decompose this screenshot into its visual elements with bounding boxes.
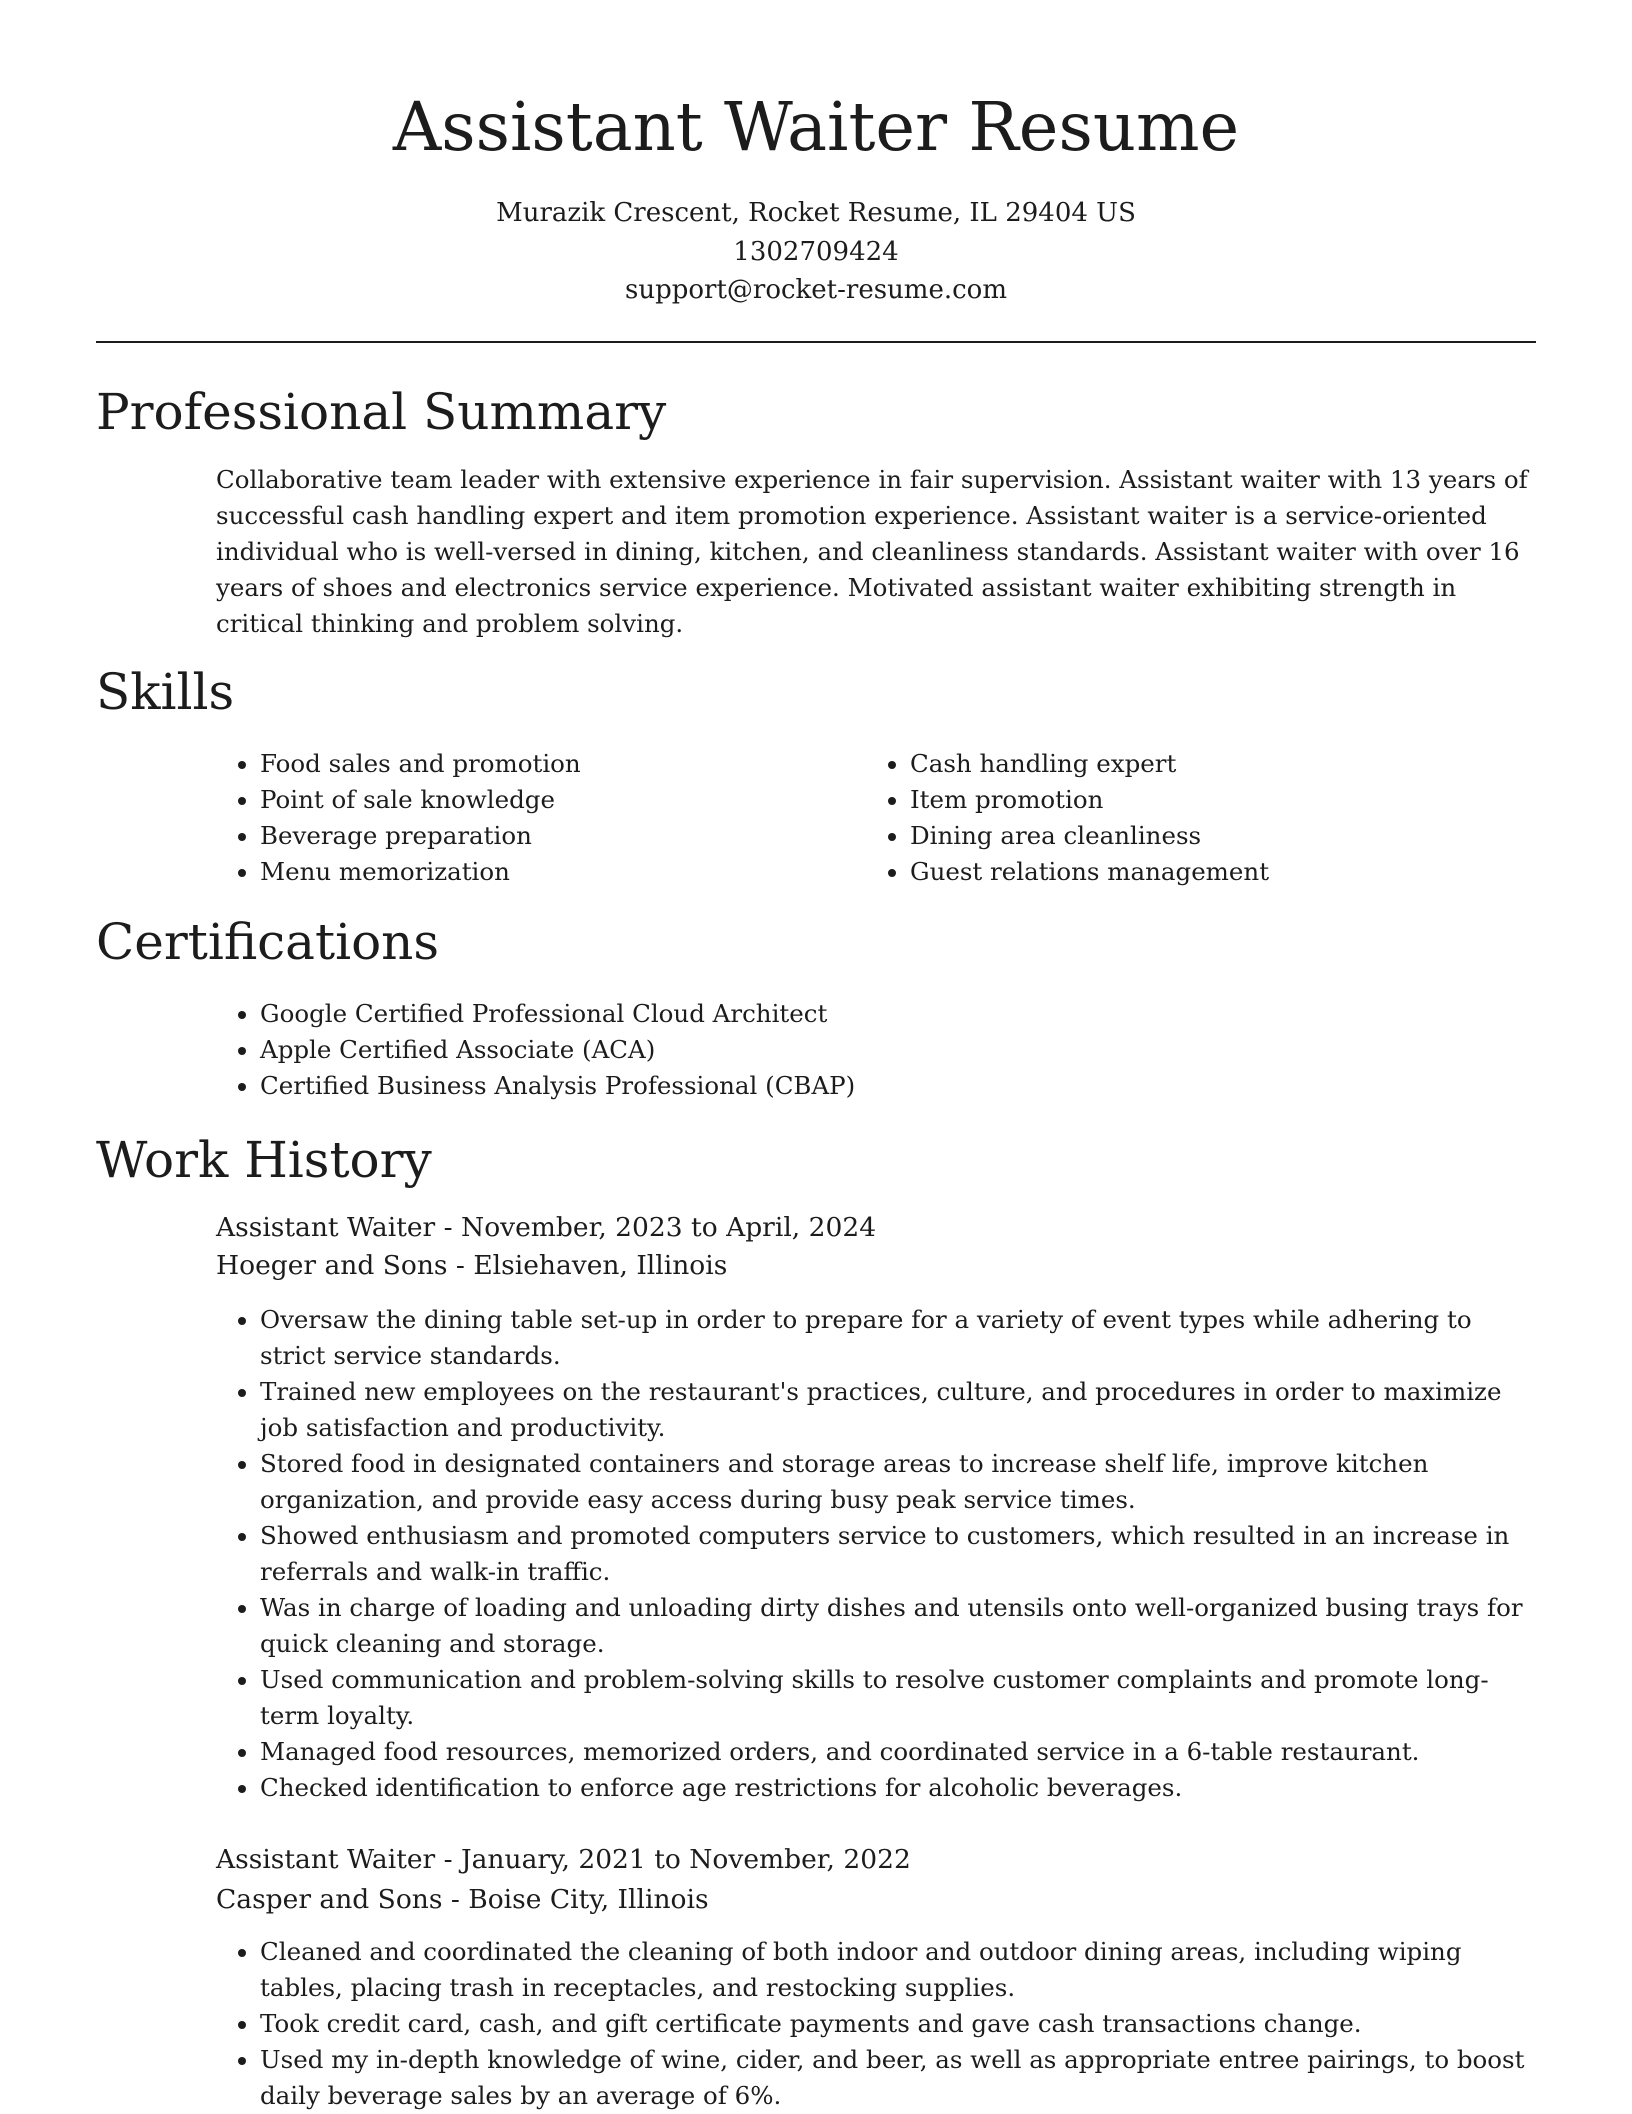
skills-heading: Skills [96,663,235,721]
skill-item: • Food sales and promotion [260,746,816,782]
job-company-line: Casper and Sons - Boise City, Illinois [216,1884,709,1915]
summary-heading: Professional Summary [96,383,667,441]
job-duty-item: • Used my in-depth knowledge of wine, cider, and beer, as well as appropriate entree pairings, to boost daily beverage sales by an average of 6%. [260,2042,1536,2114]
summary-text: Collaborative team leader with extensive experience in fair supervision. Assistant waiter with 13 years of successful cash handling expert and item promotion experience. Assistant waiter is a service-oriented individual who is well-versed in dining, kitchen, and cleanliness standards. Assistant waiter with over 16 years of shoes and electronics service experience. Motivated assistant waiter exhibiting strength in critical thinking and problem solving. [216,465,1528,638]
job-duty-item: • Checked identification to enforce age restrictions for alcoholic beverages. [260,1770,1536,1806]
skill-item: • Guest relations management [910,854,1486,890]
skill-item: • Point of sale knowledge [260,782,816,818]
contact-phone: 1302709424 [733,236,899,267]
contact-email: support@rocket-resume.com [624,275,1007,305]
skill-item: • Cash handling expert [910,746,1486,782]
contact-address: Murazik Crescent, Rocket Resume, IL 29404 US [496,198,1136,228]
certifications-list [216,996,1536,1104]
job-duty-item: • Used communication and problem-solving skills to resolve customer complaints and promote long-term loyalty. [260,1662,1536,1734]
job-duty-item: • Was in charge of loading and unloading dirty dishes and utensils onto well-organized busing trays for quick cleaning and storage. [260,1590,1536,1662]
skills-left-column [216,746,816,890]
job-duty-item: • Trained new employees on the restaurant's practices, culture, and procedures in order to maximize job satisfaction and productivity. [260,1374,1536,1446]
skill-item: • Item promotion [910,782,1486,818]
skill-item: • Dining area cleanliness [910,818,1486,854]
work-history-heading: Work History [96,1131,432,1189]
job-duty-item: • Cleaned and coordinated the cleaning of both indoor and outdoor dining areas, including wiping tables, placing trash in receptacles, and restocking supplies. [260,1934,1536,2006]
certification-item: • Apple Certified Associate (ACA) [260,1032,1536,1068]
job-duty-item: • Stored food in designated containers and storage areas to increase shelf life, improve kitchen organization, and provide easy access during busy peak service times. [260,1446,1536,1518]
job-duty-item: • Took credit card, cash, and gift certificate payments and gave cash transactions change. [260,2006,1536,2042]
resume-header [96,82,1536,310]
job-title-line: Assistant Waiter - January, 2021 to November, 2022 [216,1844,911,1875]
skill-item: • Beverage preparation [260,818,816,854]
job-title-line: Assistant Waiter - November, 2023 to April, 2024 [216,1212,877,1243]
resume-title: Assistant Waiter Resume [392,88,1240,166]
job-duty-item: • Oversaw the dining table set-up in order to prepare for a variety of event types while adhering to strict service standards. [260,1302,1536,1374]
job-duty-item: • Showed enthusiasm and promoted computers service to customers, which resulted in an increase in referrals and walk-in traffic. [260,1518,1536,1590]
header-divider [96,341,1536,343]
job-duties-list [216,1934,1536,2114]
certification-item: • Certified Business Analysis Professional (CBAP) [260,1068,1536,1104]
job-duties-list [216,1302,1536,1806]
skill-item: • Menu memorization [260,854,816,890]
certification-item: • Google Certified Professional Cloud Architect [260,996,1536,1032]
job-duty-item: • Managed food resources, memorized orders, and coordinated service in a 6-table restaurant. [260,1734,1536,1770]
skills-right-column [866,746,1486,890]
job-company-line: Hoeger and Sons - Elsiehaven, Illinois [216,1250,728,1281]
certifications-heading: Certifications [96,913,440,971]
